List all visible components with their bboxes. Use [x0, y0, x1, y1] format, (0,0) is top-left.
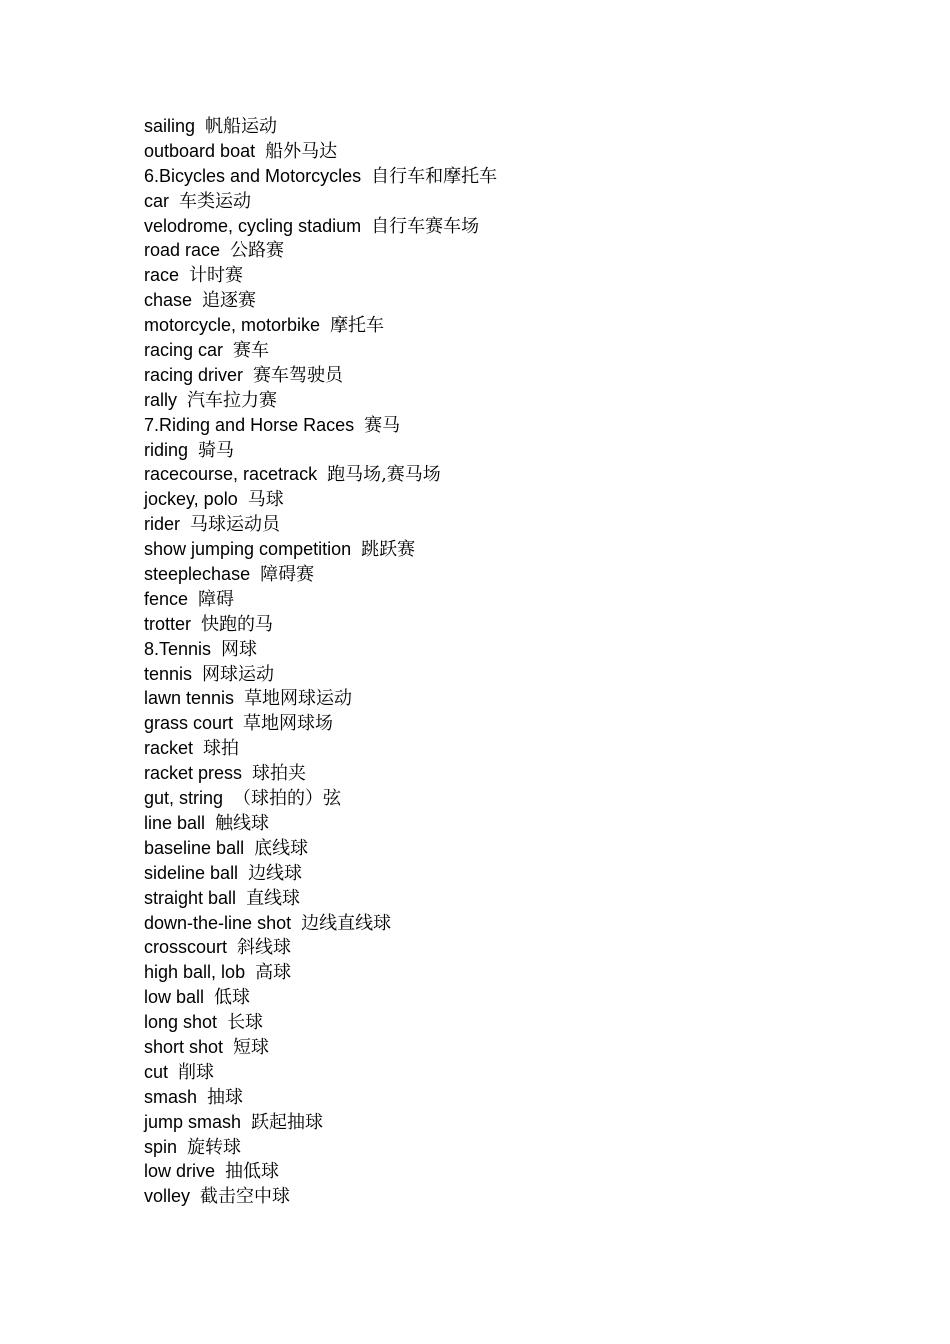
- english-term: down-the-line shot: [144, 912, 292, 933]
- english-term: racecourse, racetrack: [144, 464, 318, 485]
- chinese-translation: 直线球: [246, 887, 301, 909]
- english-term: grass court: [144, 713, 234, 734]
- vocab-entry: [144, 861, 497, 886]
- vocab-entry: [144, 960, 497, 985]
- vocab-entry: [144, 388, 497, 413]
- vocab-entry: [144, 786, 497, 811]
- chinese-translation: 边线直线球: [301, 912, 392, 934]
- vocab-entry: [144, 1010, 497, 1035]
- chinese-translation: 跳跃赛: [361, 539, 416, 561]
- vocab-entry: [144, 438, 497, 463]
- english-term: volley: [144, 1186, 191, 1207]
- chinese-translation: 底线球: [254, 837, 309, 859]
- chinese-translation: （球拍的）弦: [233, 788, 342, 810]
- chinese-translation: 自行车和摩托车: [371, 165, 498, 187]
- chinese-translation: 高球: [255, 962, 292, 984]
- chinese-translation: 追逐赛: [202, 290, 257, 312]
- chinese-translation: 草地网球场: [243, 713, 334, 735]
- english-term: racing driver: [144, 364, 244, 385]
- vocab-entry: [144, 637, 497, 662]
- english-term: 8.Tennis: [144, 638, 212, 659]
- english-term: short shot: [144, 1036, 224, 1057]
- vocab-entry: [144, 164, 497, 189]
- english-term: velodrome, cycling stadium: [144, 215, 362, 236]
- chinese-translation: 网球: [221, 638, 258, 660]
- vocab-entry: [144, 836, 497, 861]
- chinese-translation: 赛车驾驶员: [253, 364, 344, 386]
- vocab-entry: [144, 114, 497, 139]
- vocab-entry: [144, 263, 497, 288]
- vocab-entry: [144, 189, 497, 214]
- chinese-translation: 自行车赛车场: [371, 215, 480, 237]
- vocab-entry: [144, 612, 497, 637]
- vocab-entry: [144, 562, 497, 587]
- english-term: 7.Riding and Horse Races: [144, 414, 355, 435]
- chinese-translation: 船外马达: [265, 140, 338, 162]
- chinese-translation: 公路赛: [230, 240, 285, 262]
- vocab-entry: [144, 662, 497, 687]
- english-term: chase: [144, 290, 193, 311]
- chinese-translation: 障碍赛: [260, 564, 315, 586]
- english-term: long shot: [144, 1012, 218, 1033]
- english-term: sideline ball: [144, 862, 239, 883]
- english-term: baseline ball: [144, 837, 245, 858]
- chinese-translation: 截击空中球: [200, 1186, 291, 1208]
- vocab-entry: [144, 686, 497, 711]
- english-term: car: [144, 190, 170, 211]
- chinese-translation: 汽车拉力赛: [187, 389, 278, 411]
- vocabulary-list: [144, 114, 497, 1209]
- english-term: crosscourt: [144, 937, 228, 958]
- english-term: tennis: [144, 663, 193, 684]
- english-term: low ball: [144, 987, 205, 1008]
- vocab-entry: [144, 462, 497, 487]
- english-term: race: [144, 265, 180, 286]
- vocab-entry: [144, 1184, 497, 1209]
- chinese-translation: 骑马: [198, 439, 235, 461]
- vocab-entry: [144, 811, 497, 836]
- english-term: rally: [144, 389, 178, 410]
- chinese-translation: 抽球: [207, 1086, 244, 1108]
- vocab-entry: [144, 1060, 497, 1085]
- chinese-translation: 削球: [178, 1061, 215, 1083]
- english-term: racket: [144, 738, 194, 759]
- vocab-entry: [144, 736, 497, 761]
- vocab-entry: [144, 238, 497, 263]
- vocab-entry: [144, 413, 497, 438]
- chinese-translation: 车类运动: [179, 190, 252, 212]
- vocab-entry: [144, 1110, 497, 1135]
- chinese-translation: 短球: [233, 1036, 270, 1058]
- english-term: smash: [144, 1086, 198, 1107]
- chinese-translation: 跑马场,赛马场: [327, 464, 441, 486]
- english-term: steeplechase: [144, 564, 251, 585]
- english-term: motorcycle, motorbike: [144, 315, 321, 336]
- vocab-entry: [144, 313, 497, 338]
- english-term: outboard boat: [144, 140, 256, 161]
- chinese-translation: 帆船运动: [205, 116, 278, 137]
- chinese-translation: 边线球: [248, 862, 303, 884]
- vocab-entry: [144, 338, 497, 363]
- vocab-entry: [144, 139, 497, 164]
- chinese-translation: 赛马: [364, 414, 401, 436]
- chinese-translation: 球拍夹: [252, 763, 307, 785]
- chinese-translation: 障碍: [198, 588, 235, 610]
- chinese-translation: 快跑的马: [201, 613, 274, 635]
- vocab-entry: [144, 214, 497, 239]
- english-term: jump smash: [144, 1111, 242, 1132]
- vocab-entry: [144, 1085, 497, 1110]
- vocab-entry: [144, 985, 497, 1010]
- english-term: line ball: [144, 812, 206, 833]
- chinese-translation: 旋转球: [187, 1136, 242, 1158]
- chinese-translation: 斜线球: [237, 937, 292, 959]
- chinese-translation: 跃起抽球: [251, 1111, 324, 1133]
- english-term: road race: [144, 240, 221, 261]
- chinese-translation: 触线球: [215, 812, 270, 834]
- vocab-entry: [144, 537, 497, 562]
- english-term: gut, string: [144, 788, 224, 809]
- chinese-translation: 长球: [227, 1012, 264, 1034]
- english-term: high ball, lob: [144, 962, 246, 983]
- english-term: rider: [144, 514, 181, 535]
- english-term: racing car: [144, 340, 224, 361]
- chinese-translation: 马球运动员: [190, 514, 281, 536]
- chinese-translation: 低球: [214, 987, 251, 1009]
- chinese-translation: 网球运动: [202, 663, 275, 685]
- english-term: sailing: [144, 116, 196, 136]
- english-term: low drive: [144, 1161, 216, 1182]
- chinese-translation: 马球: [247, 489, 284, 511]
- vocab-entry: [144, 512, 497, 537]
- english-term: riding: [144, 439, 189, 460]
- vocab-entry: [144, 711, 497, 736]
- vocab-entry: [144, 1035, 497, 1060]
- english-term: trotter: [144, 613, 192, 634]
- chinese-translation: 赛车: [233, 340, 270, 362]
- vocab-entry: [144, 935, 497, 960]
- english-term: racket press: [144, 763, 243, 784]
- vocab-entry: [144, 587, 497, 612]
- vocab-entry: [144, 288, 497, 313]
- english-term: straight ball: [144, 887, 237, 908]
- vocab-entry: [144, 886, 497, 911]
- chinese-translation: 抽低球: [225, 1161, 280, 1183]
- vocab-entry: [144, 761, 497, 786]
- english-term: jockey, polo: [144, 489, 238, 510]
- vocab-entry: [144, 911, 497, 936]
- vocab-entry: [144, 487, 497, 512]
- english-term: fence: [144, 588, 189, 609]
- english-term: show jumping competition: [144, 539, 352, 560]
- english-term: cut: [144, 1061, 169, 1082]
- english-term: lawn tennis: [144, 688, 235, 709]
- vocab-entry: [144, 363, 497, 388]
- vocab-entry: [144, 1135, 497, 1160]
- chinese-translation: 摩托车: [330, 315, 385, 337]
- english-term: spin: [144, 1136, 178, 1157]
- english-term: 6.Bicycles and Motorcycles: [144, 165, 362, 186]
- chinese-translation: 草地网球运动: [244, 688, 353, 710]
- chinese-translation: 计时赛: [189, 265, 244, 287]
- chinese-translation: 球拍: [203, 738, 240, 760]
- vocab-entry: [144, 1159, 497, 1184]
